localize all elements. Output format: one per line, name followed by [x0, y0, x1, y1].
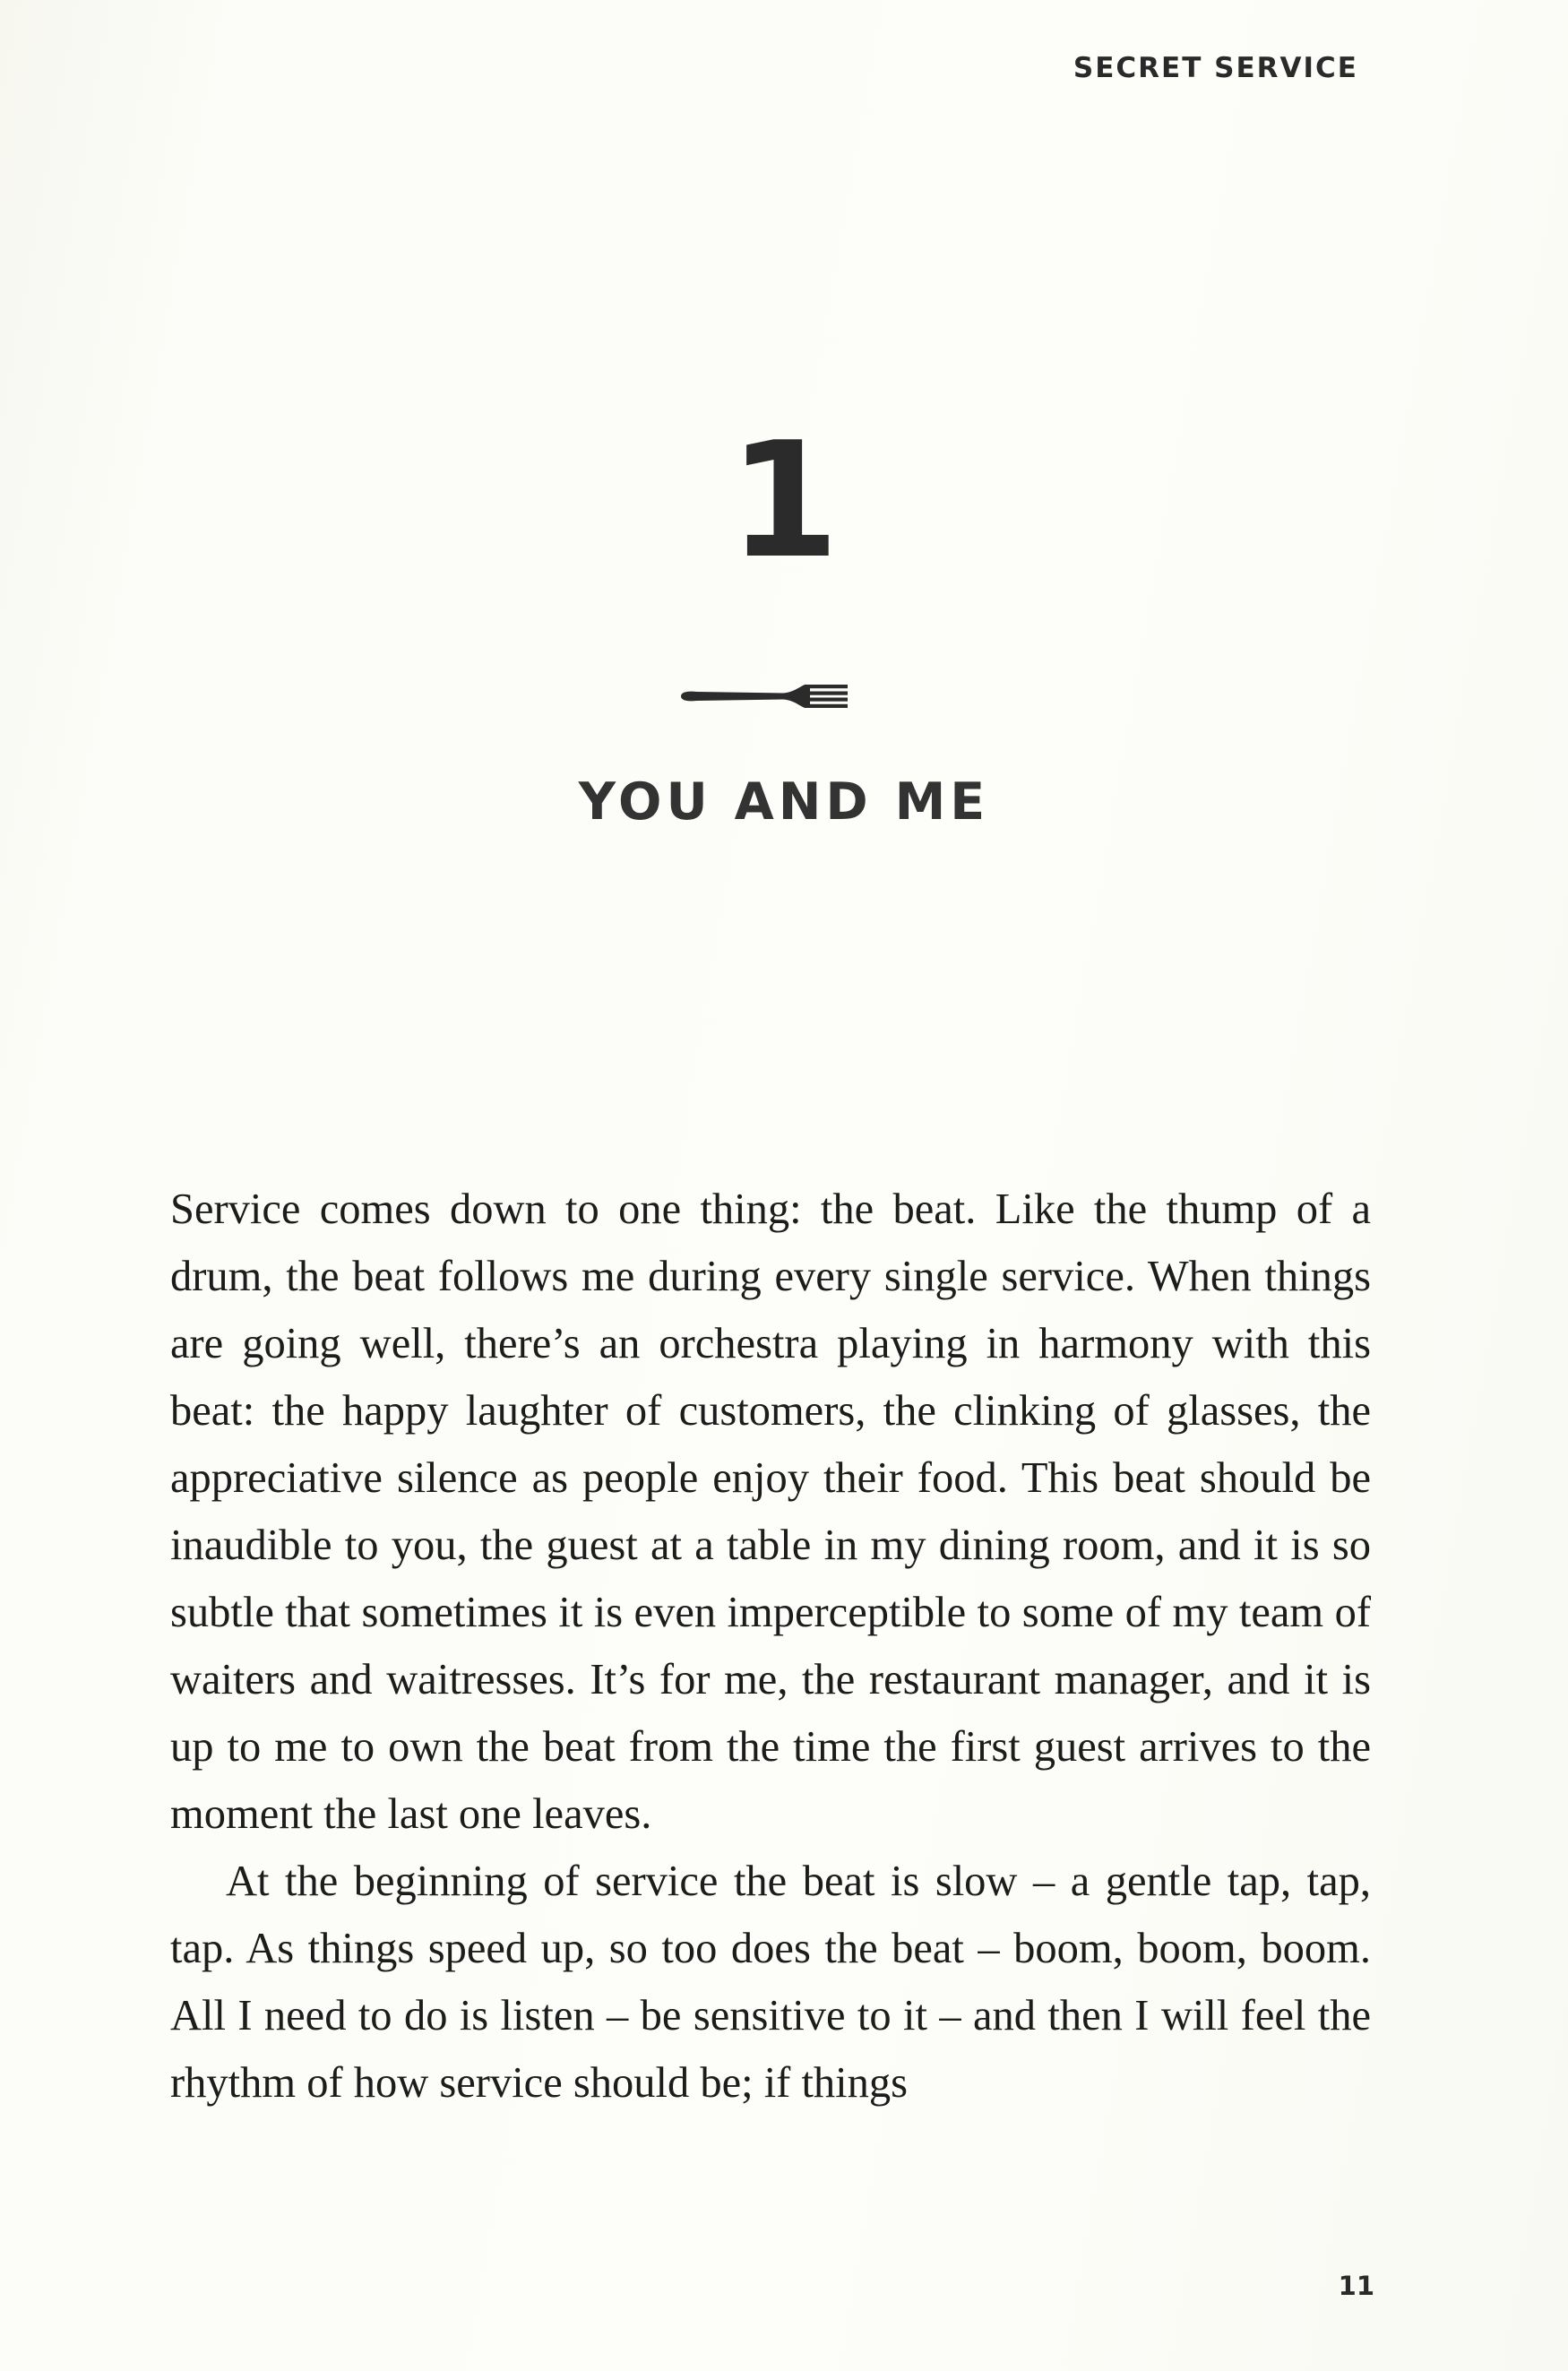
page-number: 11 [1338, 2271, 1374, 2301]
paragraph: At the beginning of service the beat is slow – a gentle tap, tap, tap. As things speed up, so too does the beat – boom, boom, boom. All I need to do is listen – be sensitive to it – and then I will feel the rhythm of how service should be; if things [170, 1858, 1371, 2107]
body-text [170, 1176, 1371, 2117]
chapter-title: YOU AND ME [578, 772, 990, 832]
running-head: SECRET SERVICE [1073, 52, 1358, 84]
paragraph: Service comes down to one thing: the beat. Like the thump of a drum, the beat follows me during every single service. When things are going well, there’s an orchestra playing in harmony with this beat: the happy laughter of customers, the clinking of glasses, the appreciative silence as people enjoy their food. This beat should be inaudible to you, the guest at a table in my dining room, and it is so subtle that sometimes it is even imperceptible to some of my team of waiters and waitresses. It’s for me, the restaurant manager, and it is up to me to own the beat from the time the first guest arrives to the moment the last one leaves. [170, 1186, 1371, 1838]
chapter-number: 1 [728, 408, 840, 593]
fork-icon [679, 681, 849, 711]
